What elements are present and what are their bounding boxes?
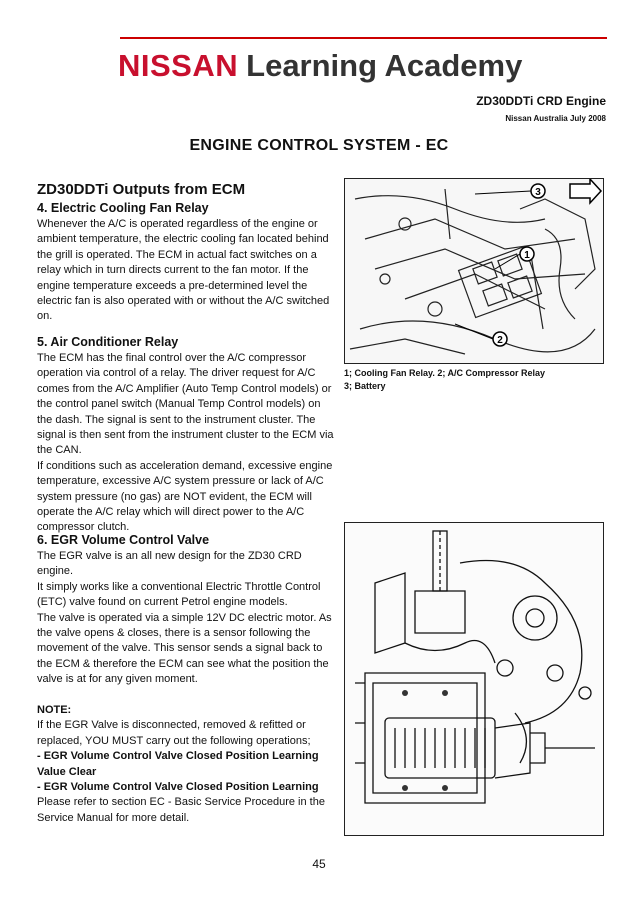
note-label: NOTE: bbox=[37, 704, 72, 716]
page-number: 45 bbox=[312, 857, 326, 871]
text-column-egr bbox=[37, 531, 337, 688]
ac-relay-body-2: If conditions such as acceleration demand, excessive engine temperature, excessive A/C system pressure or lack of A/C system pressure (no gas) are NOT evident, the ECM will operate the A/C relay which will direct power to the A/C compressor clutch. bbox=[37, 459, 333, 534]
note-item-1: - EGR Volume Control Valve Closed Position Learning Value Clear bbox=[37, 750, 319, 778]
callout-3: 3 bbox=[535, 187, 541, 198]
egr-body: The EGR valve is an all new design for the ZD30 CRD engine. bbox=[37, 550, 302, 578]
text-column-ac bbox=[37, 333, 337, 536]
note-item-2: - EGR Volume Control Valve Closed Position Learning bbox=[37, 781, 319, 794]
note-text: If the EGR Valve is disconnected, removed & refitted or replaced, YOU MUST carry out the following operations; bbox=[37, 719, 311, 747]
egr-body-2: It simply works like a conventional Electric Throttle Control (ETC) valve found on current Petrol engine models. bbox=[37, 580, 321, 609]
relay-box-illustration bbox=[345, 179, 603, 363]
callout-2: 2 bbox=[497, 335, 503, 346]
ac-relay-heading: 5. Air Conditioner Relay bbox=[37, 335, 179, 349]
header-rule bbox=[120, 37, 607, 39]
egr-heading: 6. EGR Volume Control Valve bbox=[37, 533, 210, 547]
caption-line-2: 3; Battery bbox=[344, 381, 386, 391]
figure-caption bbox=[344, 367, 604, 393]
cooling-fan-body: Whenever the A/C is operated regardless of the engine or ambient temperature, the electric cooling fan located behind the grill is operated. The ECM in actual fact switches on a relay which in turn directs current to the fan motor. If the engine temperature exceeds a pre-determined level the electric fan is also operated with or without the A/C switched on. bbox=[37, 218, 330, 323]
section-title: ENGINE CONTROL SYSTEM - EC bbox=[189, 137, 449, 154]
callout-1: 1 bbox=[524, 250, 530, 261]
caption-line-1: 1; Cooling Fan Relay. 2; A/C Compressor Relay bbox=[344, 368, 546, 378]
document-subtitle: Nissan Australia July 2008 bbox=[505, 114, 606, 123]
egr-body-3: The valve is operated via a simple 12V DC electric motor. As the valve opens & closes, there is a sensor following the movement of the valve. This sensor sends a signal back to the ECM & therefore the ECM can see what the position the valve is at for any given moment. bbox=[37, 611, 332, 686]
text-column-top bbox=[37, 180, 337, 325]
ac-relay-body: The ECM has the final control over the A/C compressor operation via control of a relay. The driver request for A/C comes from the A/C Amplifier (Auto Temp Control models) or the control panel switch (Manual Temp Control models) on the dash. The signal is sent to the instrument cluster. The signal is then sent from the instrument cluster to the ECM via the CAN. bbox=[37, 352, 334, 457]
note-block bbox=[37, 703, 337, 826]
cooling-fan-heading: 4. Electric Cooling Fan Relay bbox=[37, 201, 209, 215]
egr-valve-illustration bbox=[345, 523, 603, 835]
main-heading: ZD30DDTi Outputs from ECM bbox=[37, 181, 246, 198]
nissan-learning-academy-logo bbox=[118, 48, 522, 90]
egr-valve-figure bbox=[344, 522, 604, 836]
logo-brand: NISSAN bbox=[118, 48, 239, 83]
relay-box-figure bbox=[344, 178, 604, 364]
document-title: ZD30DDTi CRD Engine bbox=[476, 94, 606, 108]
note-footer: Please refer to section EC - Basic Service Procedure in the Service Manual for more detail. bbox=[37, 796, 325, 824]
logo-academy: Learning Academy bbox=[246, 48, 523, 83]
